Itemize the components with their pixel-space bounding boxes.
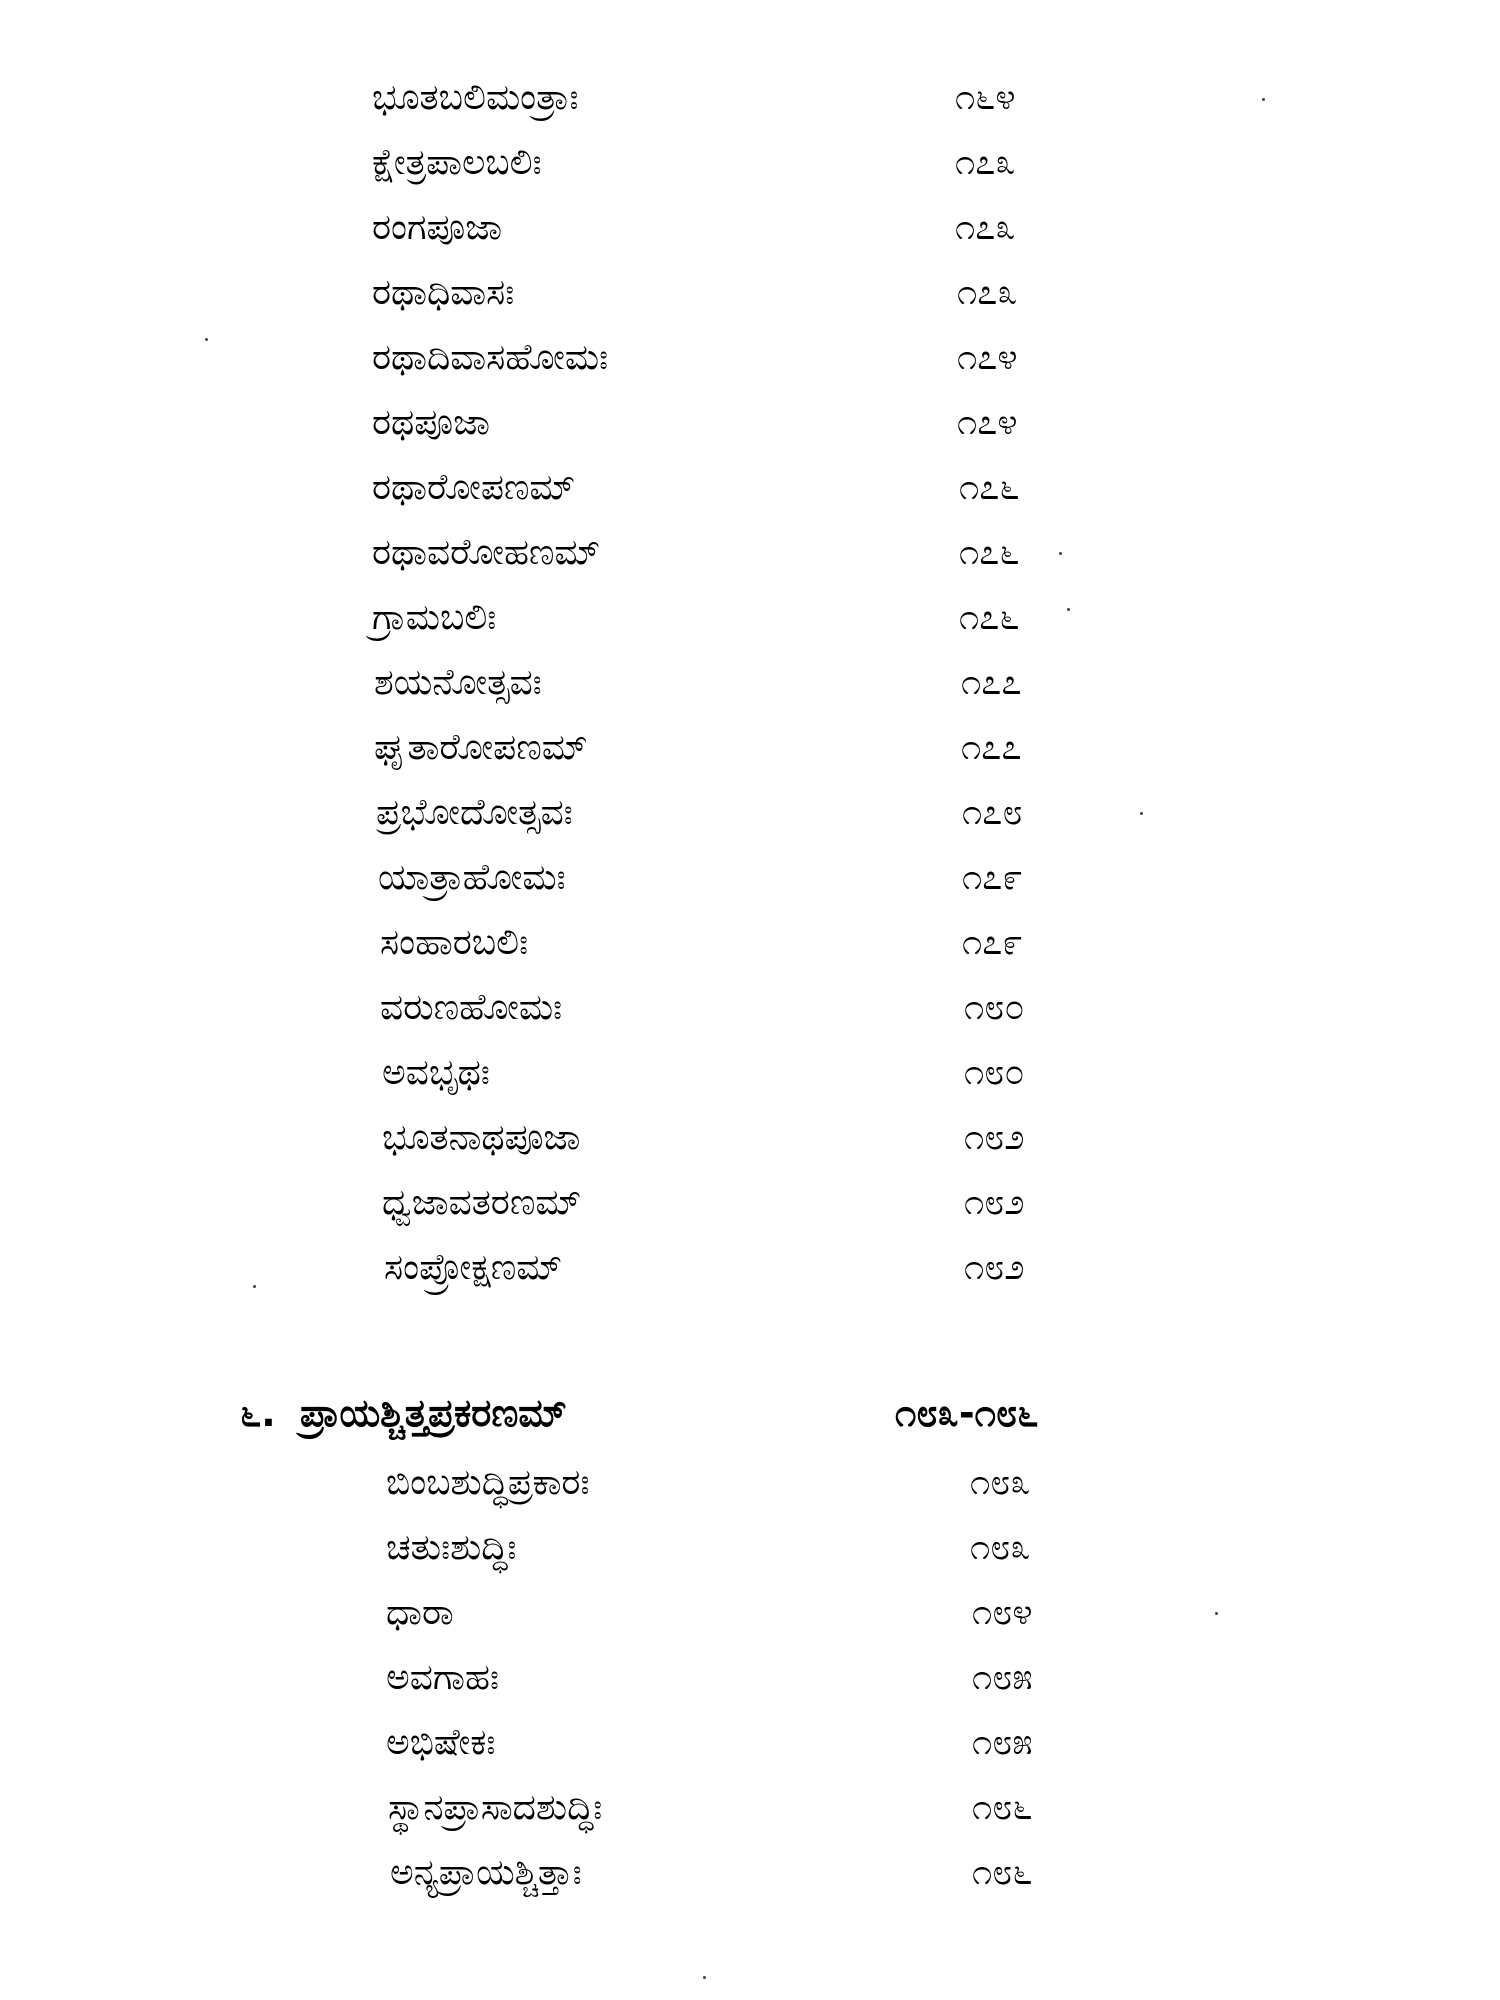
entry-title: ಶಯನೋತ್ಸವಃ — [374, 662, 542, 703]
index-entry — [382, 1171, 1482, 1235]
index-entry — [386, 1516, 1486, 1580]
entry-page-number: ೧೭೯ — [962, 922, 1023, 963]
entry-title: ಅವಗಾಹಃ — [386, 1657, 499, 1698]
entry-title: ಅವಭೃಥಃ — [382, 1052, 490, 1093]
index-entry — [382, 1041, 1482, 1105]
entry-page-number: ೧೭೪ — [957, 402, 1018, 443]
entry-page-number: ೧೮೦ — [964, 987, 1025, 1028]
section-number: ೬. — [240, 1391, 276, 1435]
section-heading — [240, 1378, 1440, 1448]
entry-title: ಅನ್ಯಪ್ರಾಯಶ್ಚಿತ್ತಾಃ — [390, 1852, 582, 1893]
entry-page-number: ೧೮೦ — [964, 1052, 1025, 1093]
scan-speck — [1067, 608, 1070, 611]
entry-title: ಪ್ರಭೋದೋತ್ಸವಃ — [376, 792, 573, 833]
index-entry — [372, 131, 1472, 195]
index-entry — [372, 66, 1472, 130]
entry-title: ಭೂತಬಲಿಮಂತ್ರಾಃ — [372, 77, 579, 118]
entry-title: ಘೃತಾರೋಪಣಮ್ — [374, 727, 588, 768]
entry-title: ಯಾತ್ರಾಹೋಮಃ — [378, 857, 566, 898]
entry-page-number: ೧೮೩ — [970, 1462, 1031, 1503]
index-entry — [386, 1646, 1486, 1710]
section-page-range: ೧೮೩-೧೮೬ — [895, 1391, 1039, 1435]
index-entry — [372, 391, 1472, 455]
scan-speck — [253, 1285, 256, 1288]
index-entry — [374, 716, 1474, 780]
entry-page-number: ೧೮೨ — [964, 1117, 1025, 1158]
entry-page-number: ೧೭೮ — [962, 792, 1023, 833]
entry-page-number: ೧೮೬ — [972, 1787, 1033, 1828]
entry-page-number: ೧೭೪ — [957, 337, 1018, 378]
entry-title: ಚತುಃಶುದ್ಧಿಃ — [386, 1527, 517, 1568]
scan-speck — [703, 1976, 706, 1979]
scan-speck — [1059, 552, 1062, 555]
index-entry — [372, 196, 1472, 260]
entry-page-number: ೧೭೩ — [955, 207, 1016, 248]
entry-title: ಅಭಿಷೇಕಃ — [386, 1722, 496, 1763]
entry-page-number: ೧೭೬ — [959, 532, 1020, 573]
entry-title: ಕ್ಷೇತ್ರಪಾಲಬಲಿಃ — [372, 142, 542, 183]
index-entry — [374, 651, 1474, 715]
entry-page-number: ೧೮೩ — [970, 1527, 1031, 1568]
entry-page-number: ೧೬೪ — [955, 77, 1016, 118]
entry-title: ಧಾರಾ — [386, 1592, 454, 1633]
entry-page-number: ೧೭೭ — [961, 727, 1022, 768]
entry-page-number: ೧೭೬ — [959, 597, 1020, 638]
entry-page-number: ೧೮೨ — [964, 1247, 1025, 1288]
scan-speck — [205, 338, 208, 341]
index-entry — [372, 586, 1472, 650]
index-entry — [372, 261, 1472, 325]
entry-title: ರಥಾರೋಪಣಮ್ — [372, 467, 576, 508]
index-entry — [380, 976, 1480, 1040]
section-title: ಪ್ರಾಯಶ್ಚಿತ್ತಪ್ರಕರಣಮ್ — [300, 1391, 567, 1435]
index-entry — [388, 1776, 1488, 1840]
entry-title: ವರುಣಹೋಮಃ — [380, 987, 563, 1028]
entry-title: ಸಂಪ್ರೋಕ್ಷಣಮ್ — [384, 1247, 563, 1288]
index-entry — [382, 1106, 1482, 1170]
entry-page-number: ೧೮೫ — [972, 1657, 1033, 1698]
entry-title: ರಥಾವರೋಹಣಮ್ — [372, 532, 601, 573]
scan-speck — [1262, 98, 1265, 101]
entry-title: ಧ್ವಜಾವತರಣಮ್ — [382, 1182, 582, 1223]
entry-title: ರಂಗಪೂಜಾ — [372, 207, 503, 248]
entry-page-number: ೧೭೩ — [955, 142, 1016, 183]
index-entry — [380, 911, 1480, 975]
index-entry — [372, 456, 1472, 520]
entry-title: ರಥಪೂಜಾ — [372, 402, 490, 443]
index-entry — [386, 1581, 1486, 1645]
index-entry — [376, 781, 1476, 845]
index-entry — [372, 326, 1472, 390]
entry-page-number: ೧೭೩ — [957, 272, 1018, 313]
entry-title: ಗ್ರಾಮಬಲಿಃ — [372, 597, 497, 638]
entry-title: ಸಂಹಾರಬಲಿಃ — [380, 922, 529, 963]
entry-page-number: ೧೮೪ — [972, 1592, 1033, 1633]
scan-speck — [1140, 812, 1143, 815]
index-entry — [378, 846, 1478, 910]
entry-title: ರಥಾದಿವಾಸಹೋಮಃ — [372, 337, 609, 378]
entry-page-number: ೧೮೨ — [964, 1182, 1025, 1223]
entry-title: ಭೂತನಾಥಪೂಜಾ — [382, 1117, 581, 1158]
index-entry — [386, 1711, 1486, 1775]
index-entry — [390, 1841, 1490, 1905]
entry-title: ರಥಾಧಿವಾಸಃ — [372, 272, 515, 313]
entry-page-number: ೧೭೭ — [961, 662, 1022, 703]
entry-page-number: ೧೮೬ — [972, 1852, 1033, 1893]
index-entry — [384, 1236, 1484, 1300]
scan-speck — [1215, 1612, 1218, 1615]
index-entry — [386, 1451, 1486, 1515]
entry-page-number: ೧೭೯ — [962, 857, 1023, 898]
entry-page-number: ೧೭೬ — [959, 467, 1020, 508]
entry-title: ಸ್ಥಾನಪ್ರಾಸಾದಶುದ್ಧಿಃ — [388, 1787, 603, 1828]
entry-page-number: ೧೮೫ — [972, 1722, 1033, 1763]
entry-title: ಬಿಂಬಶುದ್ಧಿಪ್ರಕಾರಃ — [386, 1462, 590, 1503]
index-entry — [372, 521, 1472, 585]
